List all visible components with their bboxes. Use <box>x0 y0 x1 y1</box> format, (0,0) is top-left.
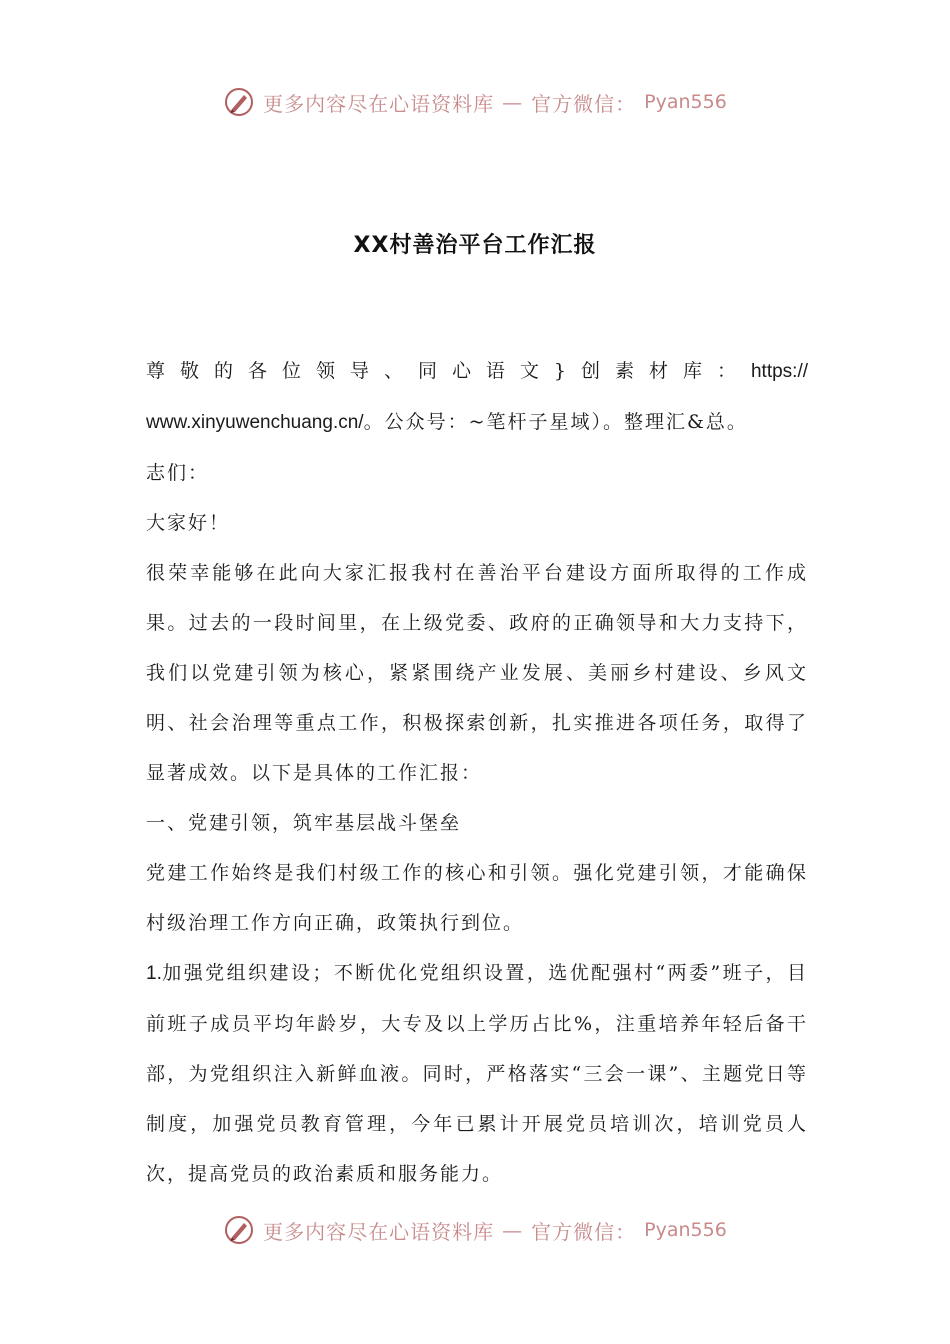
banner-site-text: 更多内容尽在心语资料库 <box>263 1219 495 1244</box>
banner-wechat-id: Pyan556 <box>644 1219 727 1241</box>
pen-logo-icon <box>223 86 255 118</box>
pen-logo-icon <box>223 1214 255 1246</box>
banner-dash: — <box>502 90 524 114</box>
salutation-line-3: 志们： <box>146 462 210 484</box>
greeting: 大家好！ <box>146 512 231 534</box>
item-1-text: 加强党组织建设；不断优化党组织设置，选优配强村“两委”班子，目前班子成员平均年龄岁，大专及以上学历占比%，注重培养年轻后备干部，为党组织注入新鲜血液。同时，严格落实“三会一课”、主题党日等制度，加强党员教育管理，今年已累计开展党员培训次，培训党员人次，提高党员的政治素质和服务能力。 <box>146 962 808 1185</box>
banner-site-text: 更多内容尽在心语资料库 <box>263 91 495 116</box>
banner-wechat-id: Pyan556 <box>644 91 727 113</box>
banner-dash: — <box>502 1218 524 1242</box>
item-1-number: 1. <box>146 963 162 984</box>
url-part-1: https:// <box>750 361 808 382</box>
header-watermark-banner <box>0 82 950 122</box>
footer-watermark-banner <box>0 1210 950 1250</box>
salutation-line-2 <box>146 397 808 448</box>
document-body <box>146 346 808 1199</box>
banner-wechat-label: 官方微信： <box>531 1219 637 1244</box>
salutation-text: 尊敬的各位领导、同心语文}创素材库： <box>146 360 751 382</box>
url-part-2: www.xinyuwenchuang.cn/ <box>146 412 364 433</box>
intro-paragraph: 很荣幸能够在此向大家汇报我村在善治平台建设方面所取得的工作成果。过去的一段时间里，在上级党委、政府的正确领导和大力支持下，我们以党建引领为核心，紧紧围绕产业发展、美丽乡村建设、乡风文明、社会治理等重点工作，积极探索创新，扎实推进各项任务，取得了显著成效。以下是具体的工作汇报： <box>146 562 808 784</box>
document-title: XX村善治平台工作汇报 <box>353 233 597 258</box>
salutation-line-1 <box>146 346 808 397</box>
banner-wechat-label: 官方微信： <box>531 91 637 116</box>
section-1-heading: 一、党建引领，筑牢基层战斗堡垒 <box>146 812 462 834</box>
salutation-rest: 。公众号：~笔杆子星域）。整理汇&总。 <box>363 411 748 433</box>
item-1-paragraph <box>146 948 808 1199</box>
section-1-paragraph: 党建工作始终是我们村级工作的核心和引领。强化党建引领，才能确保村级治理工作方向正确，政策执行到位。 <box>146 862 808 934</box>
